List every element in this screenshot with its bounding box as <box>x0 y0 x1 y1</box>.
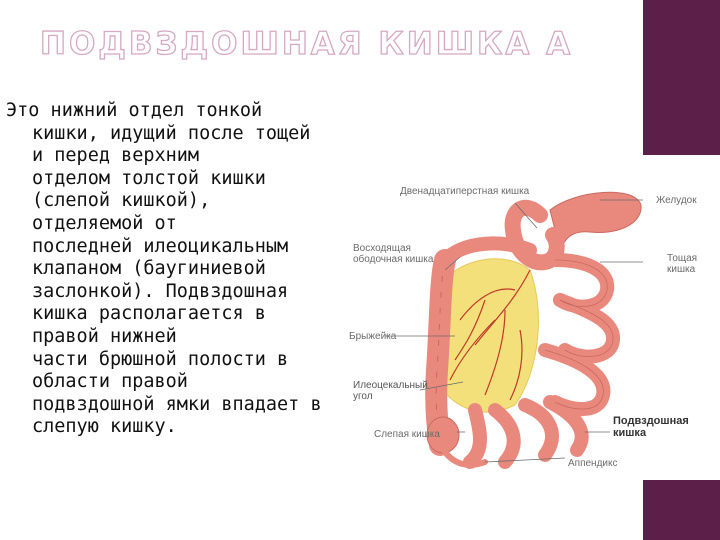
body-text <box>6 100 346 439</box>
label-jejunum: Тощая кишка <box>667 253 698 275</box>
body-line: правой нижней <box>32 325 177 347</box>
body-line: области правой <box>32 371 188 393</box>
body-line: отделом толстой кишки <box>32 167 266 189</box>
body-line: кишки, идущий после тощей <box>32 122 311 144</box>
body-line: (слепой кишкой), <box>32 190 211 212</box>
label-mesentery: Брыжейка <box>349 331 397 342</box>
body-line: клапаном (баугиниевой <box>32 258 266 280</box>
body-line: части брюшной полости в <box>32 348 289 370</box>
body-line: кишка располагается в <box>32 303 266 325</box>
body-line: Это нижний отдел тонкой <box>6 100 263 121</box>
body-line: заслонкой). Подвздошная <box>32 280 289 302</box>
body-line: подвздошной ямки впадает в <box>32 393 322 415</box>
label-appendix: Аппендикс <box>568 458 618 469</box>
body-line: слепую кишку. <box>32 416 177 438</box>
body-line: последней илеоцикальным <box>32 235 289 257</box>
label-ileocecal-angle: Илеоцекальный угол <box>353 380 428 402</box>
label-stomach: Желудок <box>656 195 697 206</box>
slide-title: ПОДВЗДОШНАЯ КИШКА А <box>40 26 574 62</box>
label-duodenum: Двенадцатиперстная кишка <box>400 186 530 197</box>
body-line: отделяемой от <box>32 212 177 234</box>
label-ileum: Подвздошная кишка <box>613 415 689 439</box>
body-line: и перед верхним <box>32 145 200 167</box>
accent-bar-bottom <box>643 480 720 540</box>
label-cecum: Слепая кишка <box>374 429 440 440</box>
accent-bar-top <box>643 0 720 155</box>
label-ascending-colon: Восходящая ободочная кишка <box>353 243 434 265</box>
